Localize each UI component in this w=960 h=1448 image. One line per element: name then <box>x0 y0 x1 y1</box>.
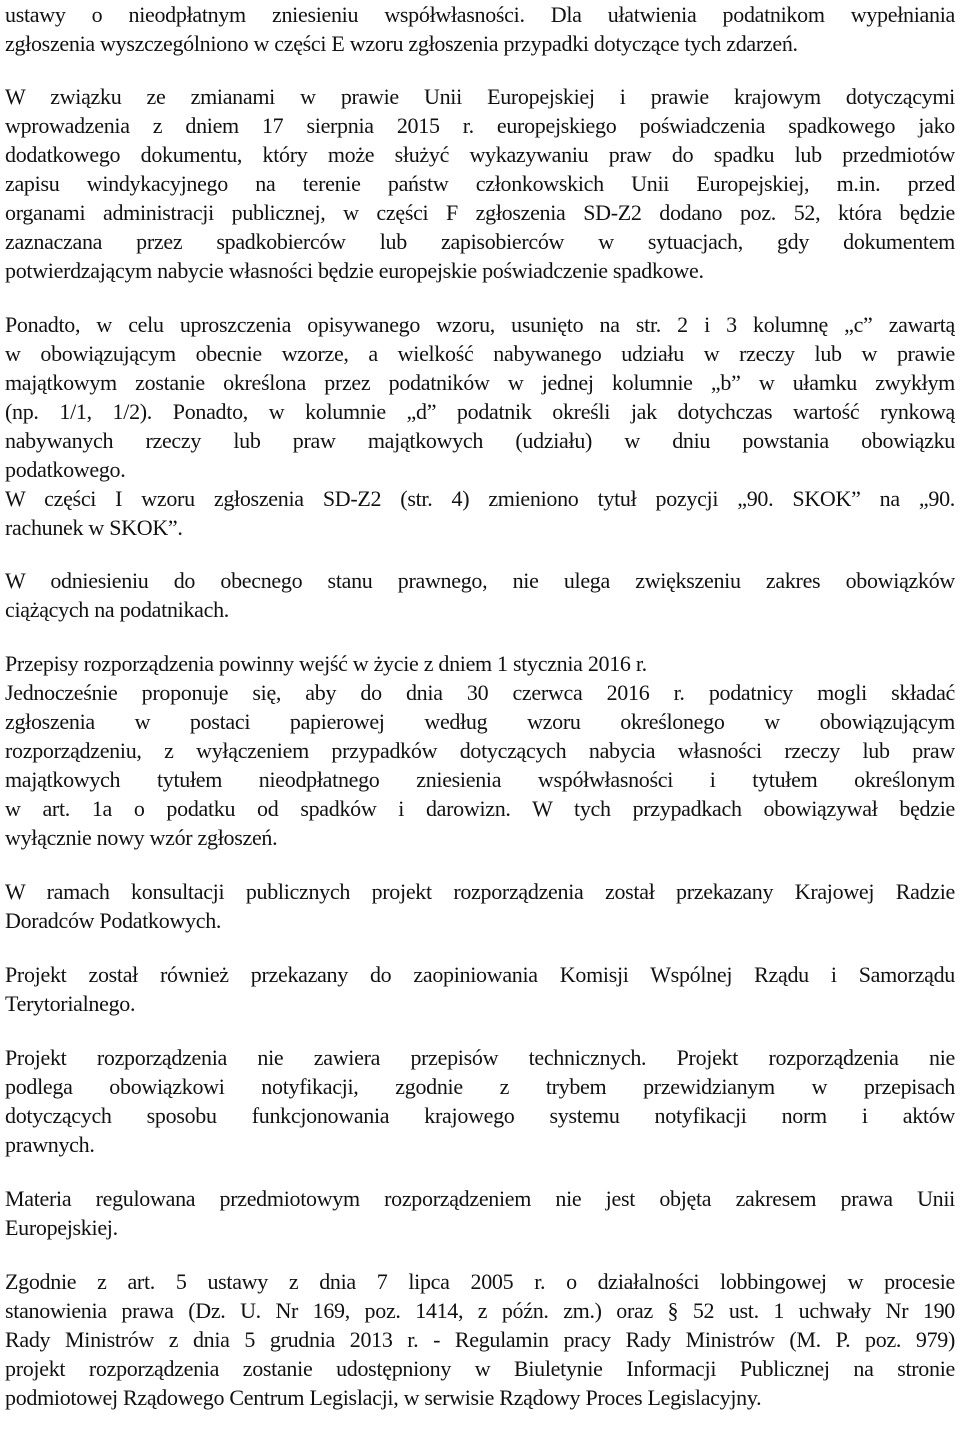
text-line: Projekt rozporządzenia nie zawiera przepisów technicznych. Projekt rozporządzenia nie <box>5 1045 955 1070</box>
text-line: Rady Ministrów z dnia 5 grudnia 2013 r. - Regulamin pracy Rady Ministrów (M. P. poz. 979) <box>5 1327 955 1352</box>
text-line: potwierdzającym nabycie własności będzie europejskie poświadczenie spadkowe. <box>5 258 704 283</box>
text-line: prawnych. <box>5 1132 95 1157</box>
text-line: zgłoszenia w postaci papierowej według wzoru określonego w obowiązującym <box>5 709 955 734</box>
text-line: projekt rozporządzenia zostanie udostępniony w Biuletynie Informacji Publicznej na stronie <box>5 1356 955 1381</box>
text-line: podatkowego. <box>5 457 126 482</box>
text-line: ustawy o nieodpłatnym zniesieniu współwłasności. Dla ułatwienia podatnikom wypełniania <box>5 2 955 27</box>
text-line: Ponadto, w celu uproszczenia opisywanego wzoru, usunięto na str. 2 i 3 kolumnę „c” zawartą <box>5 312 955 337</box>
text-line: W części I wzoru zgłoszenia SD-Z2 (str. 4) zmieniono tytuł pozycji „90. SKOK” na „90. <box>5 486 955 511</box>
text-line: w obowiązującym obecnie wzorze, a wielkość nabywanego udziału w rzeczy lub w prawie <box>5 341 955 366</box>
text-line: Terytorialnego. <box>5 991 136 1016</box>
text-line: nabywanych rzeczy lub praw majątkowych (udziału) w dniu powstania obowiązku <box>5 428 955 453</box>
text-line: W ramach konsultacji publicznych projekt rozporządzenia został przekazany Krajowej Radzie <box>5 879 955 904</box>
text-line: dotyczących sposobu funkcjonowania krajowego systemu notyfikacji norm i aktów <box>5 1103 955 1128</box>
text-line: zgłoszenia wyszczególniono w części E wzoru zgłoszenia przypadki dotyczące tych zdarzeń. <box>5 31 798 56</box>
text-line: rozporządzeniu, z wyłączeniem przypadków dotyczących nabycia własności rzeczy lub praw <box>5 738 955 763</box>
text-line: wprowadzenia z dniem 17 sierpnia 2015 r. europejskiego poświadczenia spadkowego jako <box>5 113 955 138</box>
text-line: W związku ze zmianami w prawie Unii Europejskiej i prawie krajowym dotyczącymi <box>5 84 955 109</box>
text-line: stanowienia prawa (Dz. U. Nr 169, poz. 1414, z późn. zm.) oraz § 52 ust. 1 uchwały Nr 190 <box>5 1298 955 1323</box>
text-line: Projekt został również przekazany do zaopiniowania Komisji Wspólnej Rządu i Samorządu <box>5 962 955 987</box>
text-line: Jednocześnie proponuje się, aby do dnia 30 czerwca 2016 r. podatnicy mogli składać <box>5 680 955 705</box>
text-line: zapisu windykacyjnego na terenie państw członkowskich Unii Europejskiej, m.in. przed <box>5 171 955 196</box>
text-line: Zgodnie z art. 5 ustawy z dnia 7 lipca 2005 r. o działalności lobbingowej w procesie <box>5 1269 955 1294</box>
text-line: rachunek w SKOK”. <box>5 515 183 540</box>
text-line: dodatkowego dokumentu, który może służyć wykazywaniu praw do spadku lub przedmiotów <box>5 142 955 167</box>
text-line: zaznaczana przez spadkobierców lub zapisobierców w sytuacjach, gdy dokumentem <box>5 229 955 254</box>
text-line: wyłącznie nowy wzór zgłoszeń. <box>5 825 278 850</box>
text-line: majątkowym zostanie określona przez podatników w jednej kolumnie „b” w ułamku zwykłym <box>5 370 955 395</box>
text-line: Przepisy rozporządzenia powinny wejść w życie z dniem 1 stycznia 2016 r. <box>5 651 647 676</box>
text-line: podlega obowiązkowi notyfikacji, zgodnie z trybem przewidzianym w przepisach <box>5 1074 955 1099</box>
text-line: ciążących na podatnikach. <box>5 597 229 622</box>
text-line: (np. 1/1, 1/2). Ponadto, w kolumnie „d” podatnik określi jak dotychczas wartość rynkową <box>5 399 955 424</box>
text-line: majątkowych tytułem nieodpłatnego zniesienia współwłasności i tytułem określonym <box>5 767 955 792</box>
text-line: Materia regulowana przedmiotowym rozporządzeniem nie jest objęta zakresem prawa Unii <box>5 1186 955 1211</box>
text-line: Europejskiej. <box>5 1215 118 1240</box>
text-line: Doradców Podatkowych. <box>5 908 222 933</box>
text-line: W odniesieniu do obecnego stanu prawnego, nie ulega zwiększeniu zakres obowiązków <box>5 568 955 593</box>
text-line: w art. 1a o podatku od spadków i darowizn. W tych przypadkach obowiązywał będzie <box>5 796 955 821</box>
text-line: organami administracji publicznej, w części F zgłoszenia SD-Z2 dodano poz. 52, która będzie <box>5 200 955 225</box>
text-line: podmiotowej Rządowego Centrum Legislacji, w serwisie Rządowy Proces Legislacyjny. <box>5 1385 762 1410</box>
